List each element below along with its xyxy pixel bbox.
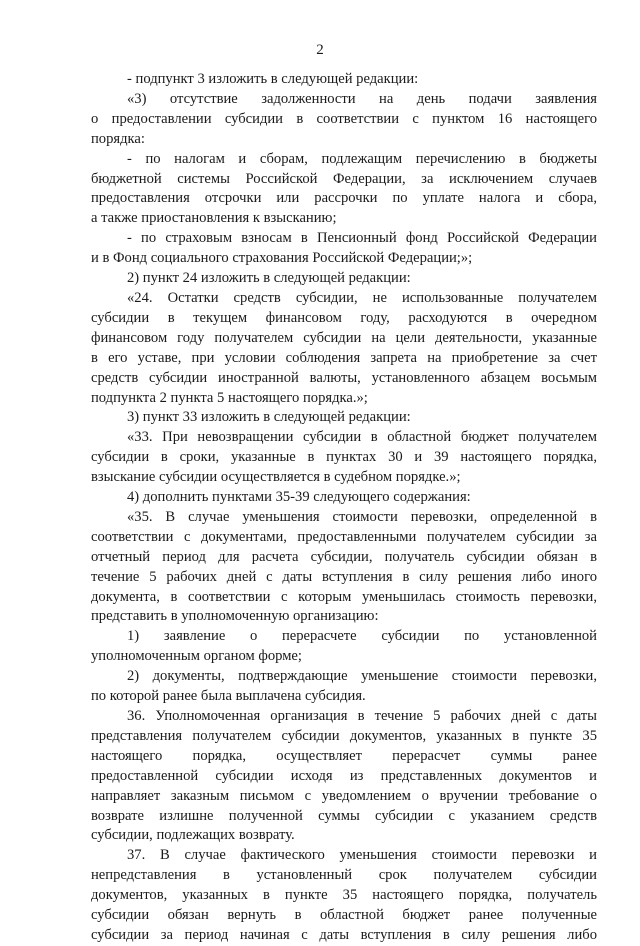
document-line: субсидии обязан вернуть в областной бюджет ранее полученные xyxy=(91,907,597,924)
page-number: 2 xyxy=(316,42,324,58)
document-line: - подпункт 3 изложить в следующей редакции: xyxy=(127,71,419,87)
document-line: отчетный период для расчета субсидии, получатель субсидии обязан в xyxy=(91,548,597,565)
document-line: по которой ранее была выплачена субсидия. xyxy=(91,688,366,705)
document-line: «24. Остатки средств субсидии, не использованные получателем xyxy=(127,289,597,306)
document-line: бюджетной системы Российской Федерации, за исключением случаев xyxy=(91,170,597,187)
document-line: 4) дополнить пунктами 35-39 следующего содержания: xyxy=(127,489,471,506)
document-line: уполномоченным органом форме; xyxy=(91,648,302,665)
document-line: и в Фонд социального страхования Российской Федерации;»; xyxy=(91,250,473,267)
document-line: «3) отсутствие задолженности на день подачи заявления xyxy=(127,90,597,107)
document-line: течение 5 рабочих дней с даты вступления в силу решения либо иного xyxy=(91,568,597,585)
document-line: 3) пункт 33 изложить в следующей редакции: xyxy=(127,409,411,426)
document-line: представления получателем субсидии документов, указанных в пункте 35 xyxy=(91,727,597,744)
document-line: документов, указанных в пункте 35 настоящего порядка, получатель xyxy=(91,887,597,904)
document-line: предоставления отсрочки или рассрочки по уплате налога и сбора, xyxy=(91,190,597,207)
document-line: настоящего порядка, осуществляет перерасчет суммы ранее xyxy=(91,747,597,764)
document-line: субсидии, подлежащих возврату. xyxy=(91,827,295,844)
document-line: соответствии с документами, предоставленными получателем субсидии за xyxy=(91,528,597,545)
document-line: субсидии в сроки, указанные в пунктах 30 и 39 настоящего порядка, xyxy=(91,449,597,466)
document-line: 2) документы, подтверждающие уменьшение стоимости перевозки, xyxy=(127,668,597,685)
document-line: субсидии в текущем финансовом году, расходуются в очередном xyxy=(91,309,597,326)
document-line: предоставленной субсидии исходя из представленных документов и xyxy=(91,767,597,784)
document-line: 2) пункт 24 изложить в следующей редакции: xyxy=(127,270,411,287)
document-line: взыскание субсидии осуществляется в судебном порядке.»; xyxy=(91,469,461,486)
document-line: 1) заявление о перерасчете субсидии по установленной xyxy=(127,628,597,645)
document-line: порядка: xyxy=(91,130,145,147)
document-line: о предоставлении субсидии в соответствии с пунктом 16 настоящего xyxy=(91,110,597,127)
document-line: представить в уполномоченную организацию: xyxy=(91,608,379,625)
document-line: возврате излишне полученной суммы субсидии с указанием средств xyxy=(91,807,597,824)
document-line: непредставления в установленный срок получателем субсидии xyxy=(91,867,597,884)
document-line: а также приостановления к взысканию; xyxy=(91,210,337,227)
document-line: 36. Уполномоченная организация в течение 5 рабочих дней с даты xyxy=(127,708,597,724)
document-line: подпункта 2 пункта 5 настоящего порядка.»; xyxy=(91,389,368,406)
document-line: «33. При невозвращении субсидии в областной бюджет получателем xyxy=(127,429,597,446)
document-line: субсидии за период начиная с даты вступления в силу решения либо xyxy=(91,926,597,943)
document-line: средств субсидии иностранной валюты, установленного абзацем восьмым xyxy=(91,369,597,386)
document-line: финансовом году получателем субсидии на цели деятельности, указанные xyxy=(91,329,597,346)
document-line: в его уставе, при условии соблюдения запрета на приобретение за счет xyxy=(91,349,597,366)
document-line: направляет заказным письмом с уведомлением о вручении требование о xyxy=(91,787,597,804)
document-line: документа, в соответствии с которым уменьшилась стоимость перевозки, xyxy=(91,588,597,605)
document-body xyxy=(91,70,597,946)
document-line: 37. В случае фактического уменьшения стоимости перевозки и xyxy=(127,847,597,864)
document-line: «35. В случае уменьшения стоимости перевозки, определенной в xyxy=(127,508,597,525)
document-line: - по налогам и сборам, подлежащим перечислению в бюджеты xyxy=(127,150,597,167)
document-line: - по страховым взносам в Пенсионный фонд Российской Федерации xyxy=(127,230,597,247)
